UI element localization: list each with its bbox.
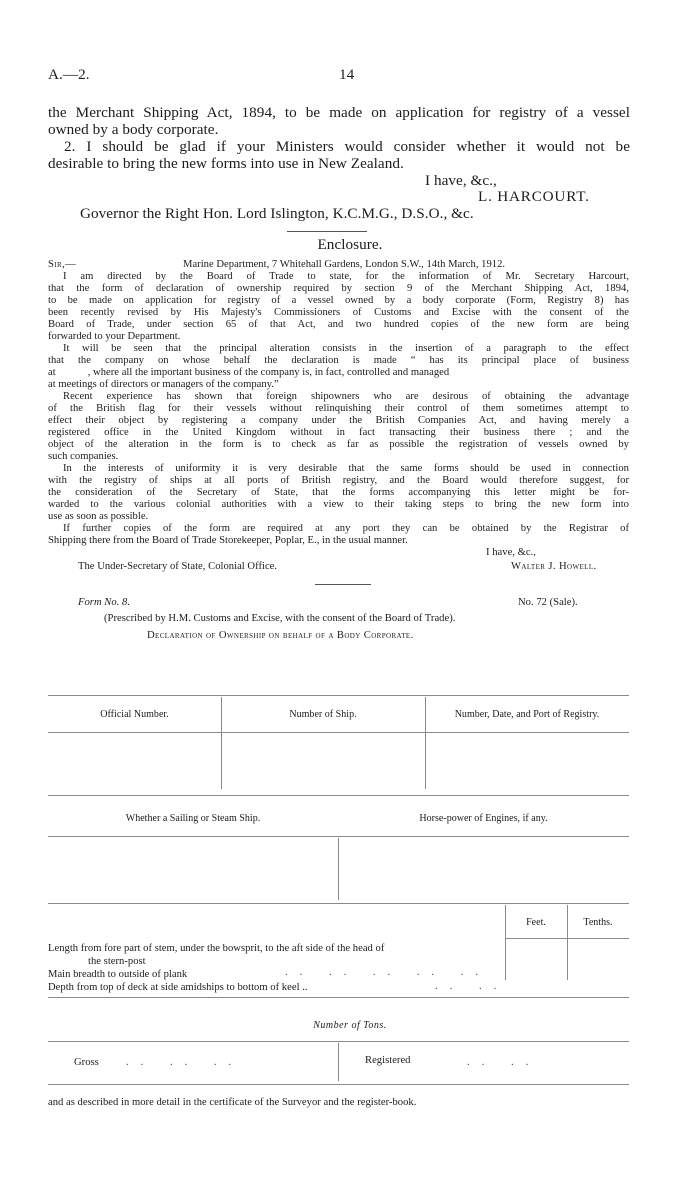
column-header-feet: Feet. [526, 917, 546, 928]
enclosure-line: that the company on whose behalf the declaration is made “ has its principal place of business [48, 355, 629, 366]
enclosure-line: Board of Trade, under section 65 of that Act, and two hundred copies of the new form are being [48, 319, 629, 330]
letter-signature: L. HARCOURT. [478, 188, 590, 205]
enclosure-line: If further copies of the form are required at any port they can be obtained by the Registrar of [63, 523, 629, 534]
gross-label: Gross [74, 1057, 99, 1068]
dimension-breadth: Main breadth to outside of plank [48, 969, 188, 980]
table-rule [48, 732, 629, 733]
table-rule [48, 903, 629, 904]
enclosure-line: object of the alteration in the form is to check as far as possible the registration of vessels owned by [48, 439, 629, 450]
enclosure-line: Shipping there from the Board of Trade Storekeeper, Poplar, E., in the usual manner. [48, 535, 408, 546]
letter-line: desirable to bring the new forms into use in New Zealand. [48, 155, 404, 172]
letter-line: owned by a body corporate. [48, 121, 219, 138]
tons-title: Number of Tons. [313, 1020, 387, 1031]
leader-dots: .. .. [435, 981, 509, 992]
dimension-depth: Depth from top of deck at side amidships to bottom of keel .. [48, 982, 308, 993]
form-footer: and as described in more detail in the certificate of the Surveyor and the register-book. [48, 1097, 417, 1108]
enclosure-line: that the form of declaration of ownership required by section 9 of the Merchant Shipping Act, 1894, [48, 283, 629, 294]
table-rule [48, 795, 629, 796]
table-rule [48, 836, 629, 837]
enclosure-line: at , where all the important business of the company is, in fact, controlled and managed [48, 367, 450, 378]
enclosure-line: use as soon as possible. [48, 511, 149, 522]
enclosure-line: registered office in the United Kingdom without in fact transacting their business there ; and the [48, 427, 629, 438]
enclosure-line: with the registry of ships at all ports of British registry, and the Board would therefore suggest, for [48, 475, 629, 486]
salutation: Sir,— [48, 259, 77, 270]
enclosure-line: at meetings of directors or managers of the company.” [48, 379, 279, 390]
table-rule [48, 997, 629, 998]
column-header-horse-power: Horse-power of Engines, if any. [419, 813, 548, 824]
dateline: Marine Department, 7 Whitehall Gardens, London S.W., 14th March, 1912. [183, 259, 506, 270]
registered-label: Registered [365, 1055, 411, 1066]
enclosure-line: been recently revised by His Majesty's Commissioners of Customs and Excise with the consent of the [48, 307, 629, 318]
form-sale-number: No. 72 (Sale). [518, 597, 578, 608]
leader-dots: .. .. .. .. .. [285, 967, 491, 978]
form-number: Form No. 8. [78, 597, 131, 608]
document-reference: A.—2. [48, 66, 90, 83]
letter-close: I have, &c., [425, 172, 497, 189]
column-header-number-of-ship: Number of Ship. [289, 709, 357, 720]
letter-line: the Merchant Shipping Act, 1894, to be made on application for registry of a vessel [48, 104, 630, 121]
enclosure-line: I am directed by the Board of Trade to state, for the information of Mr. Secretary Harcourt, [63, 271, 629, 282]
section-divider [315, 584, 371, 585]
page-number: 14 [339, 66, 355, 83]
enclosure-signature: Walter J. Howell. [511, 561, 597, 572]
table-rule [505, 938, 629, 939]
enclosure-line: Recent experience has shown that foreign shipowners who are desirous of obtaining the advantage [63, 391, 629, 402]
leader-dots: .. .. [467, 1057, 541, 1068]
enclosure-line: to be made on application for registry of a vessel owned by a body corporate (Form, Registry 8) has [48, 295, 629, 306]
enclosure-close: I have, &c., [486, 547, 536, 558]
section-divider [287, 231, 367, 232]
enclosure-line: of the British flag for their vessels without relinquishing their control of them sometimes attempt to [48, 403, 629, 414]
enclosure-line: effect their object by registering a company under the British Companies Act, and having merely a [48, 415, 629, 426]
table-column-rule [338, 1043, 339, 1081]
column-header-tenths: Tenths. [583, 917, 613, 928]
enclosure-line: such companies. [48, 451, 119, 462]
column-header-official-number: Official Number. [100, 709, 169, 720]
letter-addressee: Governor the Right Hon. Lord Islington, K.C.M.G., D.S.O., &c. [80, 205, 474, 222]
enclosure-line: forwarded to your Department. [48, 331, 181, 342]
table-column-rule [338, 838, 339, 900]
enclosure-line: warded to the various colonial authorities with a view to their taking steps to bring the new form into [48, 499, 629, 510]
enclosure-recipient: The Under-Secretary of State, Colonial Office. [78, 561, 278, 572]
table-rule [48, 1041, 629, 1042]
column-header-sailing-steam: Whether a Sailing or Steam Ship. [125, 813, 261, 824]
column-header-registry: Number, Date, and Port of Registry. [454, 709, 600, 720]
letter-line: 2. I should be glad if your Ministers would consider whether it would not be [64, 138, 630, 155]
leader-dots: .. .. .. [126, 1057, 244, 1068]
table-rule [48, 695, 629, 696]
dimension-length: Length from fore part of stem, under the bowsprit, to the aft side of the head of [48, 943, 385, 954]
dimension-length-cont: the stern-post [88, 956, 146, 967]
form-heading: Declaration of Ownership on behalf of a Body Corporate. [147, 630, 414, 641]
enclosure-title: Enclosure. [317, 236, 383, 253]
enclosure-line: the consideration of the Secretary of State, that the forms accompanying this letter might be for- [48, 487, 629, 498]
enclosure-line: In the interests of uniformity it is very desirable that the same forms should be used in connection [63, 463, 629, 474]
form-prescribed: (Prescribed by H.M. Customs and Excise, with the consent of the Board of Trade). [104, 613, 456, 624]
table-rule [48, 1084, 629, 1085]
enclosure-line: It will be seen that the principal alteration consists in the insertion of a paragraph to the effect [63, 343, 629, 354]
